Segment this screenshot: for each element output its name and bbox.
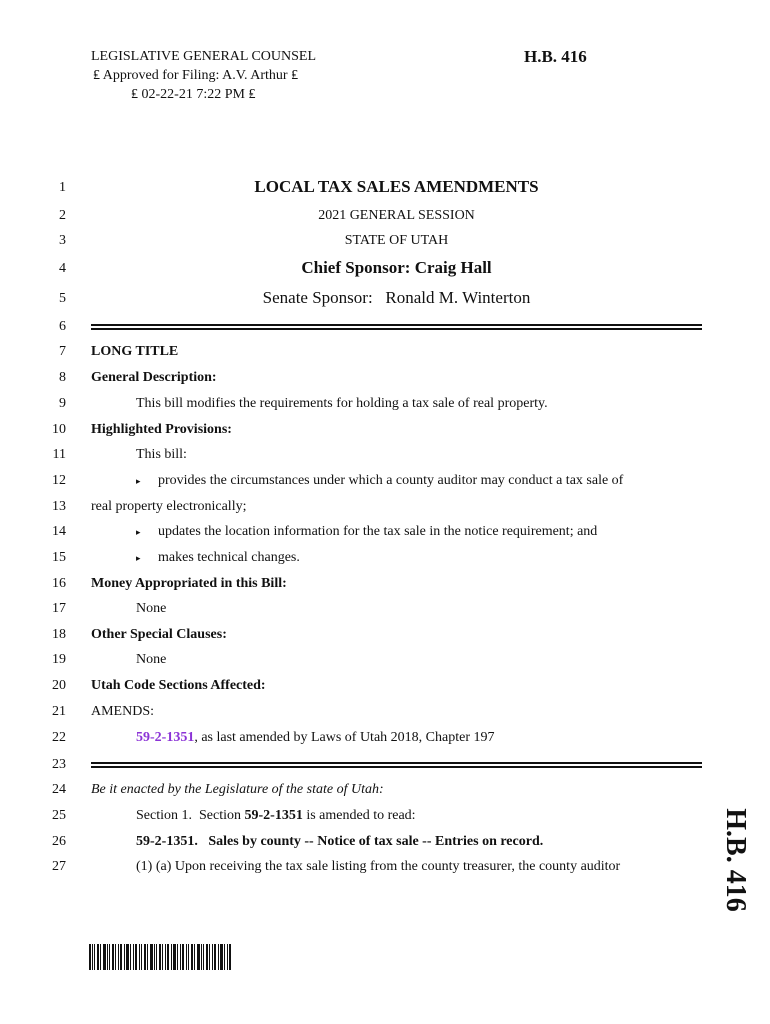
bullet-icon: ▸ — [136, 527, 141, 537]
line-number: 11 — [52, 447, 66, 462]
other-value: None — [136, 652, 167, 667]
line-number: 22 — [52, 730, 66, 745]
long-title-heading: LONG TITLE — [91, 344, 179, 359]
line-12 — [0, 471, 770, 497]
line-number: 21 — [52, 704, 66, 719]
line-number: 13 — [52, 499, 66, 514]
line-number: 4 — [59, 261, 66, 276]
sections-affected-heading: Utah Code Sections Affected: — [91, 678, 266, 693]
section-heading: 59-2-1351. Sales by county -- Notice of tax sale -- Entries on record. — [136, 834, 544, 849]
approval-datetime: ₤ 02-22-21 7:22 PM ₤ — [131, 87, 256, 102]
bullet-icon: ▸ — [136, 553, 141, 563]
section-link[interactable]: 59-2-1351 — [136, 730, 195, 745]
bullet-text: updates the location information for the tax sale in the notice requirement; and — [158, 524, 598, 539]
line-number: 6 — [59, 319, 66, 334]
line-25 — [0, 806, 770, 832]
bill-number: H.B. 416 — [524, 47, 587, 66]
section-1-number: 59-2-1351 — [244, 808, 303, 823]
side-bill-label: H.B. 416 — [720, 808, 751, 912]
line-number: 27 — [52, 859, 66, 874]
section-1-prefix: Section 1. Section — [136, 808, 245, 823]
general-description-heading: General Description: — [91, 370, 217, 385]
line-6 — [0, 317, 770, 343]
this-bill-text: This bill: — [136, 447, 187, 462]
line-number: 17 — [52, 601, 66, 616]
section-1-suffix: is amended to read: — [302, 808, 416, 823]
line-3 — [0, 231, 770, 257]
line-14 — [0, 522, 770, 548]
line-number: 19 — [52, 652, 66, 667]
counsel-label: LEGISLATIVE GENERAL COUNSEL — [91, 49, 317, 64]
approval-stamp: ₤ Approved for Filing: A.V. Arthur ₤ — [93, 68, 299, 83]
line-18 — [0, 625, 770, 651]
section-reference — [136, 728, 494, 748]
state-label: STATE OF UTAH — [344, 233, 449, 248]
bullet-continuation: real property electronically; — [91, 499, 247, 514]
line-24 — [0, 780, 770, 806]
money-appropriated-heading: Money Appropriated in this Bill: — [91, 576, 287, 591]
line-11 — [0, 445, 770, 471]
line-9 — [0, 394, 770, 420]
bullet-item — [136, 471, 623, 491]
line-number: 2 — [59, 208, 66, 223]
line-number: 9 — [59, 396, 66, 411]
line-number: 23 — [52, 757, 66, 772]
highlighted-provisions-heading: Highlighted Provisions: — [91, 422, 232, 437]
line-number: 14 — [52, 524, 66, 539]
chief-sponsor: Chief Sponsor: Craig Hall — [301, 258, 492, 277]
line-21 — [0, 702, 770, 728]
line-number: 3 — [59, 233, 66, 248]
senate-sponsor: Senate Sponsor: Ronald M. Winterton — [262, 288, 531, 307]
line-number: 1 — [59, 180, 66, 195]
subsection-text: (1) (a) Upon receiving the tax sale listing from the county treasurer, the county auditor — [136, 859, 621, 874]
enacting-clause: Be it enacted by the Legislature of the state of Utah: — [91, 782, 384, 797]
line-10 — [0, 420, 770, 446]
line-5 — [0, 289, 770, 315]
line-4 — [0, 259, 770, 285]
divider-rule — [91, 324, 702, 330]
bullet-text: provides the circumstances under which a county auditor may conduct a tax sale of — [158, 473, 624, 488]
line-1 — [0, 178, 770, 204]
money-value: None — [136, 601, 167, 616]
line-number: 18 — [52, 627, 66, 642]
bullet-item — [136, 548, 300, 568]
line-number: 5 — [59, 291, 66, 306]
bill-title: LOCAL TAX SALES AMENDMENTS — [254, 177, 539, 196]
line-number: 15 — [52, 550, 66, 565]
description-text: This bill modifies the requirements for holding a tax sale of real property. — [136, 396, 548, 411]
line-19 — [0, 650, 770, 676]
line-17 — [0, 599, 770, 625]
line-number: 10 — [52, 422, 66, 437]
line-number: 24 — [52, 782, 66, 797]
barcode-icon — [89, 944, 231, 970]
line-8 — [0, 368, 770, 394]
line-13 — [0, 497, 770, 523]
line-number: 20 — [52, 678, 66, 693]
amends-label: AMENDS: — [91, 704, 155, 719]
line-7 — [0, 342, 770, 368]
line-15 — [0, 548, 770, 574]
line-22 — [0, 728, 770, 754]
bullet-icon: ▸ — [136, 476, 141, 486]
line-26 — [0, 832, 770, 858]
line-number: 8 — [59, 370, 66, 385]
line-number: 16 — [52, 576, 66, 591]
line-27 — [0, 857, 770, 883]
line-23 — [0, 755, 770, 781]
line-number: 7 — [59, 344, 66, 359]
divider-rule — [91, 762, 702, 768]
line-number: 26 — [52, 834, 66, 849]
line-number: 25 — [52, 808, 66, 823]
bullet-text: makes technical changes. — [158, 550, 300, 565]
line-16 — [0, 574, 770, 600]
filing-header — [91, 47, 316, 104]
line-20 — [0, 676, 770, 702]
session-label: 2021 GENERAL SESSION — [318, 208, 475, 223]
section-1-line — [136, 806, 416, 826]
section-reference-text: , as last amended by Laws of Utah 2018, Chapter 197 — [194, 730, 495, 745]
line-number: 12 — [52, 473, 66, 488]
other-clauses-heading: Other Special Clauses: — [91, 627, 227, 642]
bullet-item — [136, 522, 597, 542]
line-2 — [0, 206, 770, 232]
